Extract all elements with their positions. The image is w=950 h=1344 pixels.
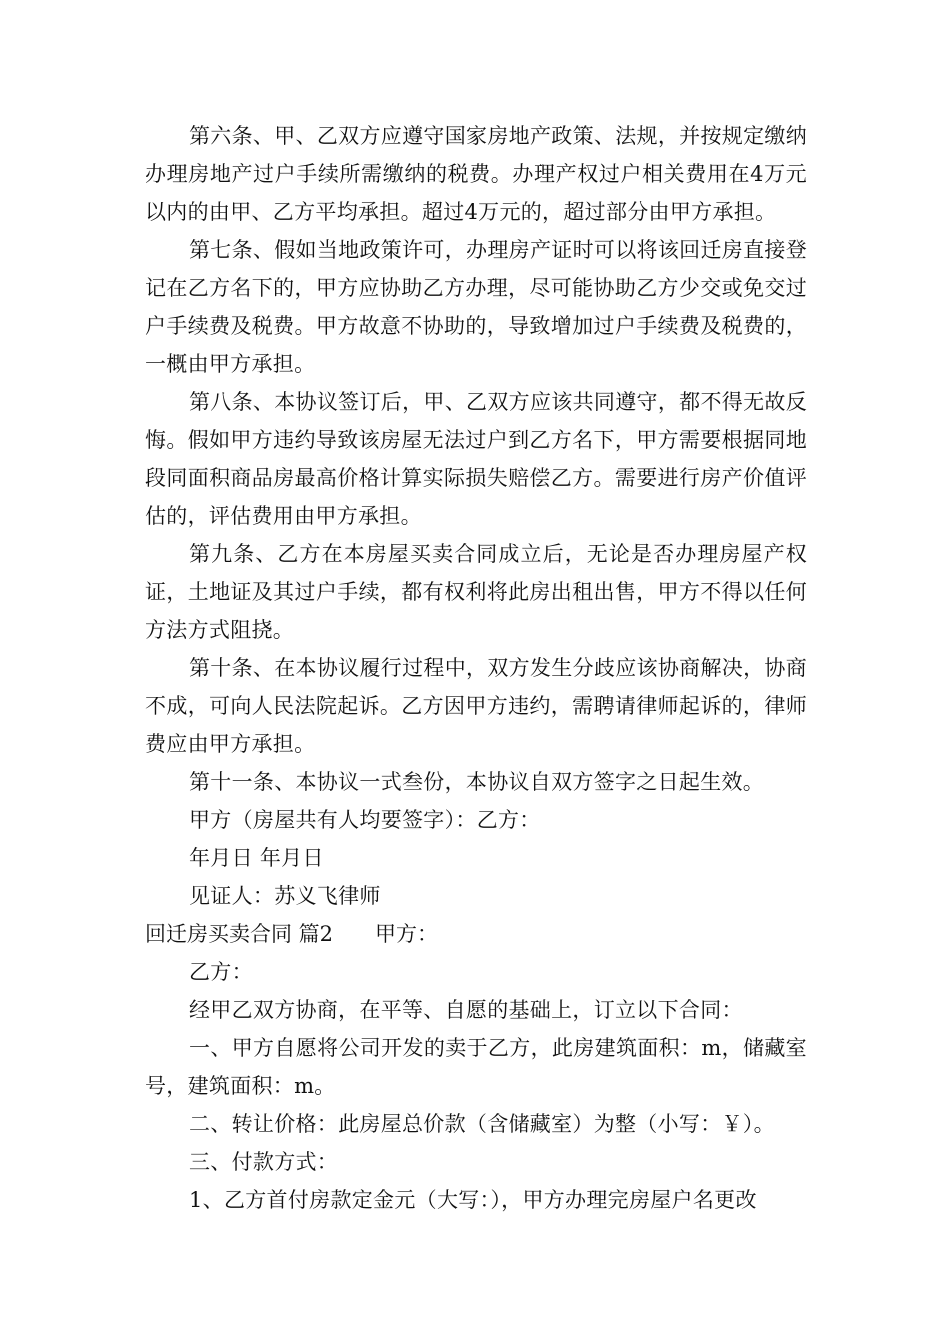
section-title: 回迁房买卖合同 篇2 bbox=[145, 922, 334, 946]
clause-8: 第八条、本协议签订后，甲、乙双方应该共同遵守，都不得无故反悔。假如甲方违约导致该房屋无法过户到乙方名下，甲方需要根据同地段同面积商品房最高价格计算实际损失赔偿乙方。需要进行房产价值评估的，评估费用由甲方承担。 bbox=[145, 390, 807, 528]
signature-line-parties: 甲方（房屋共有人均要签字）：乙方： bbox=[189, 808, 541, 832]
witness-line: 见证人：苏义飞律师 bbox=[189, 884, 381, 908]
clause-6: 第六条、甲、乙双方应遵守国家房地产政策、法规，并按规定缴纳办理房地产过户手续所需缴纳的税费。办理产权过户相关费用在4万元以内的由甲、乙方平均承担。超过4万元的，超过部分由甲方承担。 bbox=[145, 124, 807, 224]
article-3-heading: 三、付款方式： bbox=[189, 1150, 339, 1174]
clause-9: 第九条、乙方在本房屋买卖合同成立后，无论是否办理房屋产权证，土地证及其过户手续，都有权利将此房出租出售，甲方不得以任何方法方式阻挠。 bbox=[145, 542, 807, 642]
clause-11: 第十一条、本协议一式叁份，本协议自双方签字之日起生效。 bbox=[189, 770, 765, 794]
clause-7: 第七条、假如当地政策许可，办理房产证时可以将该回迁房直接登记在乙方名下的，甲方应协助乙方办理，尽可能协助乙方少交或免交过户手续费及税费。甲方故意不协助的，导致增加过户手续费及税费的，一概由甲方承担。 bbox=[145, 238, 807, 376]
document-page bbox=[145, 117, 807, 1219]
contract-intro: 经甲乙双方协商，在平等、自愿的基础上，订立以下合同： bbox=[189, 998, 743, 1022]
section-heading-row bbox=[145, 915, 807, 953]
clause-10: 第十条、在本协议履行过程中，双方发生分歧应该协商解决，协商不成，可向人民法院起诉。乙方因甲方违约，需聘请律师起诉的，律师费应由甲方承担。 bbox=[145, 656, 807, 756]
article-3-item-1: 1、乙方首付房款定金元（大写：），甲方办理完房屋户名更改 bbox=[189, 1188, 757, 1212]
signature-line-dates: 年月日 年月日 bbox=[189, 846, 324, 870]
party-b-line: 乙方： bbox=[189, 960, 253, 984]
article-1: 一、甲方自愿将公司开发的卖于乙方，此房建筑面积：m，储藏室号，建筑面积：m。 bbox=[145, 1036, 807, 1098]
section-party-a: 甲方： bbox=[375, 922, 439, 946]
article-2: 二、转让价格：此房屋总价款（含储藏室）为整（小写：￥）。 bbox=[189, 1112, 775, 1136]
